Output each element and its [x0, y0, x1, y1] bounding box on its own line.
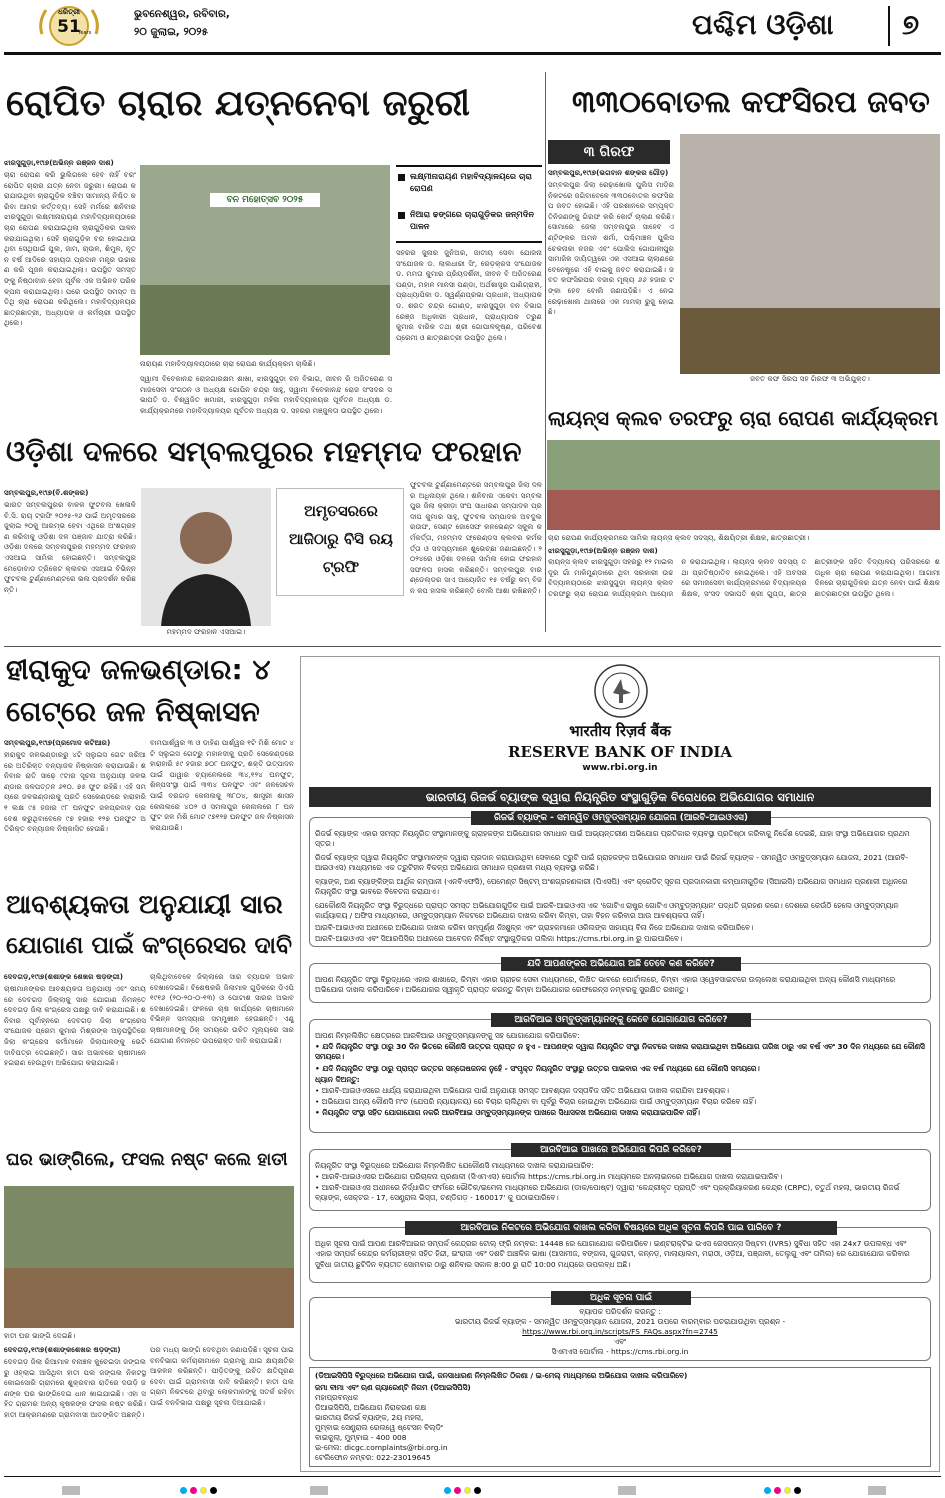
- rbi-section-2-title: ଯଦି ଆପଣଙ୍କର ଅଭିଯୋଗ ଅଛି ତେବେ କଣ କରିବେ?: [501, 957, 741, 971]
- rbi-section-6-item: ବ୍ୟାପକ ପରିଦର୍ଶନ କରନ୍ତୁ :: [579, 1307, 661, 1316]
- story2-headline: ୩୩୦ବୋତଲ କଫସିରପ ଜବତ: [572, 85, 930, 120]
- gray-block: [868, 1486, 886, 1495]
- rbi-faq-link[interactable]: https://www.rbi.org.in/scripts/FS_FAQs.aspx?fn=2745: [522, 1327, 718, 1336]
- rbi-email-link[interactable]: ଇ-ମେଲ: dicgc.complaints@rbi.org.in: [315, 1443, 448, 1452]
- story7-body-left: ଦେବଗଡ଼ ଜିଲା ରିଆମାଳ ବନାଞ୍ଚଳ କୁଚେଇଦା ଜଙ୍ଗଲରୁ ଓହ୍ଲାଇ ଆସିଥିବା ହାତୀ ପଲ ଜଙ୍ଗଲ ନିକଟସ୍ଥ କୋଇସୋରି ଗ୍ରାମରେ ଶୁକ୍ରବାର ରାତିରେ ଦଉଡ଼ି ଜଣଙ୍କ ଘର ଭାଙ୍ଗିଦେଇ ଧାନ ଖାଇଯାଇଛି। ଏହା ସହିତ ଗ୍ରାମର ଅନ୍ୟ କୃଷକଙ୍କ ଫସଲ ନଷ୍ଟ କରିଛି। ହାତୀ ଆକ୍ରମଣରେ ଗ୍ରାମବାସୀ ଆତଙ୍କିତ ଅଛନ୍ତି।: [4, 1357, 146, 1419]
- rbi-section-6-title: ଅଧିକ ସୂଚନା ପାଇଁ: [551, 1291, 691, 1305]
- rbi-section-1-title: ରିଜର୍ଭ ବ୍ୟାଙ୍କ - ସମନ୍ୱିତ ଓମ୍ବୁଡ୍ସମ୍ୟାନ ଯୋଜନା (ଆରବି-ଆଇଓଏସ): [471, 811, 771, 825]
- story1-caption: ନାରାୟଣ ମହାବିଦ୍ୟାଳୟଠାରେ ଚାରା ରୋପଣ କାର୍ଯ୍ୟକ୍ରମ ଚାଲିଛି।: [140, 359, 316, 368]
- cyan-dot-icon: [444, 1487, 451, 1494]
- rbi-section-5-item: ଅଧିକ ସୂଚନା ପାଇଁ ଆପଣ ଆରବିଆଇର ସମ୍ପର୍କ କେନ୍ଦ୍ରର ଟୋଲ୍ ଫ୍ରି ନମ୍ବର: 14448 ରେ ଯୋଗାଯୋଗ କରିପାରିବେ। ଇଣ୍ଟରାକ୍ଟିଭ ଭଏସ ରେସପନ୍ସ ସିଷ୍ଟମ (IVRS) ସୁବିଧା ସହିତ ଏହା 24x7 ଉପଲବ୍ଧ ଏବଂ ଏହାର ସମ୍ପର୍କ କେନ୍ଦ୍ର କର୍ମଚାରୀଙ୍କ ସହିତ ହିନ୍ଦୀ, ଇଂରାଜୀ ଏବଂ ଦଶଟି ଆଞ୍ଚଳିକ ଭାଷା (ଆସାମୀଜ, ବଙ୍ଗଳା, ଗୁଜରାଟୀ, କନ୍ନଡ଼, ମାଲାୟାଲମ, ମରାଠୀ, ଓଡ଼ିଆ, ପଞ୍ଜାବୀ, ତେଲୁଗୁ ଏବଂ ତାମିଲ) ରେ ଯୋଗାଯୋଗ କରିବାର ସୁବିଧା ଜାତୀୟ ଛୁଟିଦିନ ବ୍ୟତୀତ ସୋମବାର ଠାରୁ ଶନିବାର ସକାଳ 8:00 ରୁ ରାତି 10:00 ମଧ୍ୟରେ ଉପଲବ୍ଧ ଅଛି।: [315, 1239, 910, 1269]
- story6-headline-line-1: ଆବଶ୍ୟକତା ଅନୁଯାୟୀ ସାର: [6, 890, 283, 920]
- story7-dateline: ଦେବଗଡ଼,୧୯ା୭(ଶଶାଙ୍କଶେଖର ଷଡ଼ଙ୍ଗୀ): [4, 1345, 121, 1354]
- black-dot-icon: [474, 1487, 481, 1494]
- rbi-footer-line: ମୁମ୍ବାଇ ସେଣ୍ଟ୍ରାଲ ରେଲୱେ ଷ୍ଟେସନ ବିଲ୍ଡିଂ: [315, 1423, 443, 1432]
- badge-top-text: ଧରିତ୍ରୀ: [58, 8, 80, 16]
- bullet-icon: [398, 174, 405, 181]
- rbi-section-1-item: ଯେକୌଣସି ନିୟନ୍ତ୍ରିତ ସଂସ୍ଥା ବିରୁଦ୍ଧରେ ପ୍ରାପ୍ତ ସମସ୍ତ ଅଭିଯୋଗଗୁଡ଼ିକ ପାଇଁ ଆରବି-ଆଇଓଏସ ଏକ 'ଗୋଟିଏ ରାଷ୍ଟ୍ର ଗୋଟିଏ ଓମ୍ବୁଡ୍ସମ୍ୟାନ' ପଦ୍ଧତି ଗ୍ରହଣ କରେ। ଦେଶରେ କେଉଁଠି ହେଲେ ଓମ୍ବୁଡ୍ସମ୍ୟାନ କାର୍ଯ୍ୟାଳୟ / ଅଫିସ ମାଧ୍ୟମରେ, ଓମ୍ବୁଡ୍ସମ୍ୟାନ ନିକଟରେ ଅଭିଯୋଗ ଦାଖଲ କରିବା କିମ୍ବା, ତାହା ବିହନ କରିବାର ଆଉ ଆବଶ୍ୟକତା ନାହିଁ।: [315, 901, 899, 921]
- story2-photo: [680, 134, 940, 378]
- bottom-rule: [4, 1476, 941, 1477]
- pull-quote-box: [276, 488, 404, 596]
- story1-highlights-box: [396, 165, 542, 243]
- pull-quote: ଅମୃତସରରେ ଆଜିଠାରୁ ବିସି ରୟ ଟ୍ରଫି: [289, 502, 393, 576]
- anniversary-badge-icon: [34, 4, 104, 48]
- story5-body-right: ବାମପାର୍ଶ୍ୱର ୩ ଓ ଡାହିଣ ପାର୍ଶ୍ୱର ୧ଟି ମିଶି ମୋଟ ୪ଟି ସ୍ଲୁଇସ ଗେଟ୍‌ରୁ ମହାନଦୀକୁ ପ୍ରତି ସେକେଣ୍ଡରେ ହାରାହାରି ୫୯ ହଜାର ୭୦୮ ଘନଫୁଟ, ଶକ୍ତି ଉତ୍ପାଦନ ପାଇଁ ପାୱାର ଚ୍ୟାନେଲରେ ୩୪,୧୨୪ ଘନଫୁଟ, ଶିଳ୍ପସଂସ୍ଥା ପାଇଁ ୩୩୪ ଘନଫୁଟ ଏବଂ ଜଳସେଚନ ପାଇଁ ବରଗଡ଼ କେନାଲକୁ ୩୮୦୪, ଶାସ୍ତ୍ରୀ ଶାସନ କେନାଲରେ ୪୦୨ ଓ ସମଲପୁର କେନାଲରେ ୮ ଘନଫୁଟ ଜଳ ମିଶି ମୋଟ ୯୭୧୨୭ ଘନଫୁଟ ଜଳ ନିଷ୍କାସନ କରାଯାଉଛି।: [150, 738, 294, 832]
- banner-text: ବନ ମହୋତ୍ସବ ୨୦୨୫: [210, 193, 320, 207]
- story5-body-left: ହୀରାକୁଦ ଜଳଭଣ୍ଡାରରୁ ୪ଟି ସ୍ଲୁଇସ ଗେଟ ଜରିଆରେ ଅତିରିକ୍ତ ବନ୍ୟାଜଳ ନିଷ୍କାସନ କରାଯାଉଛି। ଶନିବାର ରାତି ସାଢ଼େ ୯ଟାର ସୂଚନା ଅନୁଯାୟୀ ଜଳଭଣ୍ଡାର ଜଳପତ୍ତନ ୬୧୦. ୭୫ ଫୁଟ ରହିଛି। ଏହି ସମୟରେ ଜଳଭଣ୍ଡାରକୁ ପ୍ରତି ସେକେଣ୍ଡରେ ହାରାହାରି ୧ ଲକ୍ଷ ୯୫ ହଜାର ୯୮ ଘନଫୁଟ ଜଳପ୍ରବାହ ପ୍ରବେଶ କରୁଥିବାବେଳେ ୯୭ ହଜାର ୧୨୭ ଘନଫୁଟ ଅତିରିକ୍ତ ବନ୍ୟାଜଳ ନିଷ୍କାସିତ ହେଉଛି।: [4, 750, 146, 834]
- story4-body-right: ଫୁଟବଲ ଟୁର୍ଣ୍ଣାମେଣ୍ଟରେ ସମ୍ବଲପୁର ଜିଲା ଦଳର ଅଧିନାୟକ ଥିଲେ। ଶନିବାର ଏକେବା ସମ୍ବଲପୁର ଜିଲା କ୍ରୀଡ଼ା ସଂଘ ସାଧାରଣ ସମ୍ପାଦକ ପ୍ରଦୀପ କୁମାର ସାହୁ, ଫୁଟବଲ ସମ୍ପାଦକ ଅବଦୁଲ ରଉଫ, ସେଣ୍ଟ ଜୋସେଫ କନଭେଣ୍ଟ ସ୍କୁଲ କର୍ମକର୍ତ୍ତା, ମହମ୍ମଦ ଫ୍ରେଣ୍ଡସ କ୍ଲବର କର୍ମକର୍ତ୍ତା ଓ ସଦସ୍ୟମାନେ ଶୁଭେଚ୍ଛା ଜଣାଇଛନ୍ତି। ୨୦୨୪ରେ ଓଡ଼ିଶା ଦଳରେ ସାମିଲ ହୋଇ ଫରହାନ ସଫଳତା ହାସଲ କରିଛନ୍ତି। ସମ୍ବଲପୁର ବାରଣ୍ଡେଲ୍ଡର ସାଏ ଆୟୋଜିତ ୧୫ ବର୍ଷରୁ କମ୍ ବିଜନ କପ ହାସଲ କରିଛନ୍ତି ବୋଲି ଆଶା ରଖିଛନ୍ତି।: [410, 480, 542, 595]
- rbi-footer-line: ମହାପ୍ରବନ୍ଧକ: [315, 1393, 359, 1402]
- cyan-dot-icon: [764, 1487, 771, 1494]
- yellow-dot-icon: [784, 1487, 791, 1494]
- story2-caption: ଜବତ କଫ ସିରପ ସହ ଗିରଫ ୩ ଅଭିଯୁକ୍ତ।: [680, 374, 940, 386]
- story4-body-left: ଭାରତ ସମ୍ବଲପୁରର ବାଳକ ଫୁଟବଲ ଖେଳାଳି ବି.ସି. ରାୟ ଟ୍ରଫି ୨୦୨୫-୨୬ ପାଇଁ ଅମୃତସରରେ ଜୁଲାଇ ୨୦କୁ ଆରମ୍ଭ ହେବା ଏଥିରେ ଅଂଶଗ୍ରହଣ କରିବାକୁ ଓଡ଼ିଶା ଦଳ ପଞ୍ଜାବ ଯାତ୍ରା କରିଛି। ଓଡ଼ିଶା ଦଳରେ ସମ୍ବଲପୁରର ମହମ୍ମଦ ଫରହାନ ଏସଆଇ ସାମିଲ ହୋଇଛନ୍ତି। ସମ୍ବଲପୁର ମେଡ଼ୋବାଡ ତ୍ରିକେଟ କ୍ଲବର ଏସଆଇ ବିଭିନ୍ନ ଫୁଟବଲ ଟୁର୍ଣ୍ଣାମେଣ୍ଟରେ ଭଲ ପ୍ରଦର୍ଶନ କରିଛନ୍ତି।: [4, 500, 136, 594]
- magenta-dot-icon: [190, 1487, 197, 1494]
- story2-body: ସମ୍ବଲପୁର ଜିଲା ରେଢ଼ାଖୋଲ ପୁଲିସ ମାଡ଼ିର ନିକଟରେ ଜଗିବାବେଳେ ୩୩୦ବୋତଲ କଫସିରପ ଜବତ ହୋଇଛି। ଏହି ପରଶାନରେ ସମ୍ପୃକ୍ତ ତିନିଜଣଙ୍କୁ ଗିରଫ କରି କୋର୍ଟ ଚାଲାଣ କରିଛି। ସୋମାରେ ଜେଲା ସମ୍ବଲପୁର ସାହେବ ଏଣ୍ଟିଙ୍କର ଅମନ ଶର୍ମା, ପଶ୍ଚିମାଞ୍ଚଳ ପୁଲିସ ଚେକନାକା ନଜର ଏବଂ ପୋଲିସ ଗୋପାଳୀପୁର ସାମାଜିକ ଦାୟିତ୍ୱରେ ଏକ ଏସଆଇ ଚାଲାଣରେ ବେନେଷ୍ଟ୍ରେ ଏହି ବାଇକୁ ଜବତ କରାଯାଇଛି। ଜବତ କଫସିରପର ବଜାର ମୂଲ୍ୟ ୬୬ ହଜାର ଟଙ୍କା ହେବ ବୋଲି ଜଣାପଡ଼ିଛି। ଏ ନେଇ ରେଢ଼ାଖୋଲ ଥାନାରେ ଏକ ମାମଲା ରୁଜୁ ହୋଇଛି।: [548, 180, 674, 317]
- story1-body-left: ଚାରା ରୋପଣ କରି ଭୁଲିଗଲେ ହେବ ନାହିଁ ବରଂ ରୋପିତ ଚାରାର ଯତ୍ନ ନେବା ଜରୁରୀ। ରୋପଣ କରାଯାଉଥିବା ଚାରାଗୁଡ଼ିକ ବଞ୍ଚିବା ସାମାନ୍ୟ ନିଶ୍ଚିତ କରିବା ଆମର କର୍ତ୍ତବ୍ୟ। ସେହି ମର୍ମରେ ଶନିବାର ଝାରସୁଗୁଡ଼ା ଲକ୍ଷ୍ମୀନାରାୟଣ ମହାବିଦ୍ୟାଳୟଠାରେ ଚାରା ରୋପଣ କରାଯାଇଥିଲା ଚାରାଗୁଡ଼ିକର ପାଳନ କରାଯାଇଥିଲା। ସେହି ଚାରାଗୁଡ଼ିକ ବର ହୋଇଥାଉଥିବା ସେଥିପାଇଁ ପୁଲ, ଜାମ, ଚାଉଳ, ଶିମୁଳ, ନୂତନ ବର୍ଷ ଆଦିରେ ସହାୟତା ପ୍ରଦାନ ମନ୍ତ୍ର ଉଚ୍ଚାରଣ କରି ପୂଜନ କରାଯାଇଥିଲା। ଉପସ୍ଥିତ ସମସ୍ତଙ୍କୁ ନିଷ୍ଠାବାନ ହେବା ପୂର୍ବକ ଏକ ଅଭିନବ ପରିକଳ୍ପନା କରାଯାଇଥିଲା। ପରେ ଉପସ୍ଥିତ ସମସ୍ତ ଅତିଥି ଚାରା ରୋପଣ କରିଥିଲେ। ମହାବିଦ୍ୟାଳୟର ଛାତ୍ରଛାତ୍ରୀ, ଅଧ୍ୟାପକ ଓ କର୍ମଚାରୀ ଉପସ୍ଥିତ ଥିଲେ।: [4, 170, 136, 328]
- story4-dateline: ସମ୍ବଲପୁର,୧୯ା୭(ବି.ଶଙ୍କର): [4, 488, 89, 497]
- section-title: ପଶ୍ଚିମ ଓଡ଼ିଶା: [692, 8, 834, 41]
- story6-body-left: ଚାଷୀମାନଙ୍କର ଆବଶ୍ୟକତା ଅନୁଯାୟୀ ଏବଂ ସମୟରେ ଦେବଗଡ଼ ଜିଲ୍ଲାକୁ ସାର ଯୋଗାଣ ନିମନ୍ତେ ଦେବଗଡ଼ ଜିଲା କଂଗ୍ରେସ ପକ୍ଷରୁ ଦାବି କରାଯାଇଛି। ଶନିବାର ପୂର୍ବାହ୍ନରେ ଦେବଗଡ଼ ଜିଲା କଂଗ୍ରେସ ସଂଯୋଜକ ପ୍ରେମ କୁମାର ମିଶ୍ରଙ୍କ ଅନୁପସ୍ଥିତିରେ ଜିଲା କଂଗ୍ରେସ କର୍ମୀମାନେ ଜିଲାପାଳଙ୍କୁ ଭେଟି ଦାବିପତ୍ର ଦେଇଛନ୍ତି। ସାର ଅଭାବରେ ଚାଷୀମାନେ ହଇରାଣ ହେଉଥିବା ଅଭିଯୋଗ କରାଯାଇଛି।: [4, 984, 146, 1068]
- rbi-footer-line: ଡିଆଇସିପିସି, ଅଭିଯୋଗ ନିରାକରଣ କକ୍ଷ: [315, 1403, 427, 1412]
- story1-photo: [140, 165, 390, 355]
- story4-caption: ମହମ୍ମଦ ଫରହାନ ଏସଆଇ।: [166, 627, 246, 636]
- rbi-section-4-item: • ଆରବି-ଆଇଓଏସ ଅଧୀନରେ ନିର୍ଦ୍ଧାରିତ ଫର୍ମରେ ଭୌତିକ/ଇମେଲ ମାଧ୍ୟମରେ ଅଭିଯୋଗ (ଡାକ/ପୋଷ୍ଟ) ଦ୍ୱାରା 'କେନ୍ଦ୍ରୀକୃତ ପ୍ରାପ୍ତି ଏବଂ ପ୍ରକ୍ରିୟାକରଣ କେନ୍ଦ୍ର (CRPC), ଚତୁର୍ଥ ମହଲା, ଭାରତୀୟ ରିଜର୍ଭ ବ୍ୟାଙ୍କ, ସେକ୍ଟର - 17, ସେଣ୍ଟ୍ରାଲ ଭିସ୍ତା, ଚଣ୍ଡିଗଡ଼ - 160017' କୁ ପଠାଇପାରିବେ।: [315, 1183, 900, 1203]
- story5-headline-line-1: ହୀରାକୁଦ ଜଳଭଣ୍ଡାର: ୪: [6, 653, 271, 686]
- yellow-dot-icon: [200, 1487, 207, 1494]
- rbi-footer-line: ଜମା ବୀମା ଏବଂ ଋଣ ଗ୍ୟାରେଣ୍ଟି ନିଗମ (ଡିଆଇସିପିସି): [315, 1383, 471, 1392]
- story1-body-right: ସହରର ଜୁନାର ଜୁନିଅର, ଜାତୀୟ ସେବା ଯୋଜନା ସଂଯୋଜକ ଡ. ଲାଲଧାରୀ ସିଂ, ରେଡ଼କ୍ରସ ସଂଯୋଜକ ଡ. ମମତା କୁମାର ପ୍ରିୟଦର୍ଶିନୀ, ଜୀବନ ବି ଅଜିତରେଣ ପଣ୍ଡା, ମହାନ ମାନସୀ ପଣ୍ଡା, ଅର୍ଥଶାସ୍ତ୍ର ପାଣିଗ୍ରାହୀ, ପ୍ରାଧ୍ୟାପିକା ଡ. ସ୍ୱର୍ଣ୍ଣପ୍ରଭା ପ୍ରଧାନ, ଅଧ୍ୟାପକ ଡ. ଶରତ ଚନ୍ଦ୍ର ଗୋଣ୍ଡ, ଝାରସୁଗୁଡ଼ା ବନ ବିଭାଗ ରେଞ୍ଜ ଅଧିକାରୀ ପ୍ରଧାନ, ପ୍ରାଧ୍ୟାପକ ତରୁଣ କୁମାର ବାରିକ ତଥା ଶ୍ରୀ ଗୋପାଳକୃଷ୍ଣ, ପରିବେଶପ୍ରେମୀ ଓ ଛାତ୍ରଛାତ୍ରୀ ଉପସ୍ଥିତ ଥିଲେ।: [396, 248, 542, 342]
- rbi-section-6-item: ଏବଂ: [613, 1337, 627, 1346]
- badge-years: 51: [57, 17, 81, 37]
- rbi-section-3-item: • ଅଭିଯୋଗ ଅନ୍ୟ କୌଣସି ମଂଚ (ଯେପରି ନ୍ୟାୟାଳୟ) ରେ ବିଚାର ଚାଲିଥିବା ବା ପୂର୍ବରୁ ବିଚାର ହୋଇଥିବା ଅଭିଯୋଗ ପାଇଁ ଓମ୍ବୁଡ୍ସମ୍ୟାନ ବିଚାର କରିବେ ନାହିଁ।: [315, 1097, 757, 1106]
- place-date-line-1: ଭୁବନେଶ୍ୱର, ରବିବାର,: [134, 8, 230, 20]
- rbi-name-english: RESERVE BANK OF INDIA: [507, 743, 732, 761]
- horizontal-rule: [4, 646, 941, 647]
- rbi-footer-line: ବାଇକୁଲା, ମୁମ୍ବାଇ - 400 008: [315, 1433, 407, 1442]
- rbi-section-3-item: • ଯଦି ନିୟନ୍ତ୍ରିତ ସଂସ୍ଥା ଠାରୁ 30 ଦିନ ଭିତରେ କୌଣସି ଉତ୍ତର ପ୍ରାପ୍ତ ନ ହୁଏ - ଆପଣଙ୍କ ଦ୍ୱାରା ନିୟନ୍ତ୍ରିତ ସଂସ୍ଥା ନିକଟରେ ଦାଖଲ କରାଯାଇଥିବା ଅଭିଯୋଗ ତାରିଖ ଠାରୁ ଏକ ବର୍ଷ ଏବଂ 30 ଦିନ ମଧ୍ୟରେ ଯେ କୌଣସି ସମୟରେ।: [315, 1042, 925, 1062]
- badge-years-label: Years: [78, 30, 92, 36]
- story3-photo: [547, 440, 940, 530]
- magenta-dot-icon: [454, 1487, 461, 1494]
- gray-block: [310, 1486, 328, 1495]
- rbi-section-1-item: ଆରବି-ଆଇଓଏସ ଅଧୀନରେ ଅଭିଯୋଗ ଦାଖଲ କରିବା ସମ୍ପୂର୍ଣ୍ଣ ନିଃଶୁଳ୍କ ଏବଂ ଗ୍ରାହକମାନେ ଓକିଲଙ୍କ ସାହାଯ୍ୟ ବିନା ନିଜେ ଅଭିଯୋଗ ଦାଖଲ କରିପାରିବେ।: [315, 923, 754, 932]
- rbi-cms-link[interactable]: ସିଏମଏସ ପୋର୍ଟାଲ - https://cms.rbi.org.in: [551, 1347, 689, 1356]
- story1-dateline: ଝାରସୁଗୁଡ଼ା,୧୯ା୭(ଅଭିନ୍ନ ରଞ୍ଜନ ଦାଶ): [4, 158, 114, 167]
- story6-body-right: ଚାଲିଥିବାବେଳେ ଜିଲ୍ଲାରେ ସାର ବ୍ୟାପକ ଅଭାବ ଦେଖାଦେଇଛି। ବିଶେଷକରି ଜିଲାମାଳ ଗୁଡ଼ିକରେ ଡିଏପି ୧୯୧୬ (୨୦-୨୦-୦-୧୩) ଓ ପୋଟାଶ ସାରର ଅଭାବ ଦେଖାଦେଇଛି। ଫଳରେ ଚାଷ କାର୍ଯ୍ୟରେ ଚାଷୀମାନେ ବିଭିନ୍ନ ସମସ୍ୟାର ସମ୍ମୁଖୀନ ହେଉଛନ୍ତି। ଏଣୁ ଚାଷୀମାନଙ୍କୁ ଠିକ୍ ସମୟରେ ଉଚିତ ମୂଲ୍ୟରେ ସାର ଯୋଗାଣ ନିମନ୍ତେ ଉପରୋକ୍ତ ଦାବି କରାଯାଇଛି।: [150, 972, 294, 1045]
- rbi-section-4-item: • ଆରବି-ଆଇଓଏସର ଅଭିଯୋଗ ପରିଚାଳନା ପ୍ରଣାଳୀ (ସିଏମଏସ) ପୋର୍ଟାଲ https://cms.rbi.org.in ମାଧ୍ୟମରେ ଅନଲାଇନରେ ଅଭିଯୋଗ ଦାଖଲ କରାଯାଇପାରିବ।: [315, 1172, 783, 1181]
- rbi-section-1-item: ଆରବି-ଆଇଓଏସ ଏବଂ ସିଆରପିସିର ଅଧୀନରେ ଆବେଦନ ନିର୍ଦ୍ଦିଷ୍ଟ ସଂସ୍ଥାଗୁଡ଼ିକର ତାଲିକା https://cms.rbi.org.in ରୁ ପାଇପାରିବେ।: [315, 934, 683, 943]
- gray-block: [618, 1486, 636, 1495]
- rbi-section-3-item: • ଆରବି-ଆଇଓଏସରେ ଧାର୍ଯ୍ୟ କରାଯାଇଥିବା ଅଭିଯୋଗ ପାଇଁ ଅନୁଯାୟୀ ସମସ୍ତ ଆବଶ୍ୟକ ଦସ୍ତାବିଜ ସହିତ ଅଭିଯୋଗ ଦାଖଲ କରାଯିବା ଆବଶ୍ୟକ।: [315, 1086, 729, 1095]
- highlight-2: ନିଆରା ଢଙ୍ଗରେ ଚାରାଗୁଡ଼ିକର ଜନ୍ମଦିନ ପାଳନ: [410, 209, 535, 231]
- story4-body-right-2: [276, 600, 406, 642]
- story3-dateline: ଝାରସୁଗୁଡ଼ା,୧୯ା୭(ଅଭିନ୍ନ ରଞ୍ଜନ ଦାଶ): [548, 546, 658, 555]
- magenta-dot-icon: [774, 1487, 781, 1494]
- rbi-footer-line: ଟେଲିଫୋନ ନମ୍ବର: 022-23019645: [315, 1453, 431, 1462]
- story3-headline: ଲାୟନ୍ସ କ୍ଲବ ତରଫରୁ ଚାରା ରୋପଣ କାର୍ଯ୍ୟକ୍ରମ: [548, 406, 939, 430]
- rbi-section-1-item: ବ୍ୟାଙ୍କ, ଅଣ ବ୍ୟାଙ୍କିଙ୍ଗ ଆର୍ଥିକ କମ୍ପାନୀ (ଏନବିଏଫସି), ପେମେଣ୍ଟ ସିଷ୍ଟମ୍ ଅଂଶଗ୍ରହଣକାରୀ (ପିଏସପି) ଏବଂ କ୍ରେଡିଟ୍ ସୂଚନା ପ୍ରଦାନକାରୀ କମ୍ପାନୀଗୁଡ଼ିକ (ସିଆଇସି) ଅଭିଯୋଗ ସମାଧାନ ପ୍ରଣାଳୀ ଅଧିନରେ ନିୟନ୍ତ୍ରିତ ସଂସ୍ଥା ଭାବରେ ବିବେଚନା କରାଯାଏ।: [315, 877, 908, 897]
- story7-headline: ଘର ଭାଙ୍ଗିଲେ, ଫସଲ ନଷ୍ଟ କଲେ ହାତୀ: [6, 1150, 288, 1170]
- story5-dateline: ସମ୍ବଲପୁର,୧୯ା୭(ପ୍ରମୋଦ କଟିଆର): [4, 738, 111, 747]
- bullet-icon: [398, 212, 405, 219]
- rbi-section-3-item: • ଯଦି ନିୟନ୍ତ୍ରିତ ସଂସ୍ଥା ଠାରୁ ପ୍ରାପ୍ତ ଉତ୍ତର ସନ୍ତୋଷଜନକ ନୁହେଁ - ସଂପୃକ୍ତ ନିୟନ୍ତ୍ରିତ ସଂସ୍ଥାରୁ ଉତ୍ତର ପାଇବାର ଏକ ବର୍ଷ ମଧ୍ୟରେ ଯେ କୌଣସି ସମୟରେ।: [315, 1064, 760, 1073]
- gray-block: [62, 1486, 80, 1495]
- rbi-website: www.rbi.org.in: [582, 763, 658, 773]
- black-dot-icon: [794, 1487, 801, 1494]
- rbi-footer-line: ଭାରତୀୟ ରିଜର୍ଭ ବ୍ୟାଙ୍କ, 2ୟ ମହଲା,: [315, 1413, 424, 1422]
- story1-body-bottom: ସ୍ୱାମୀ ବିବେକାନନ୍ଦ ରୋଜଗାରକ୍ଷମ ଶାଖା, ଝାରସୁଗୁଡ଼ା ବନ ବିଭାଗ, ଜୀବନ ରି ଅଜିତରେଣ ସମାଜସେବୀ ସଂଗଠନ ଓ ଅଧ୍ୟକ୍ଷ ଗୋପିନ ଚନ୍ଦ୍ର ସାହୁ, ସ୍ୱାମୀ ବିବେକାନନ୍ଦ ରୋଜ ସଂସଦର ସଭାପତି ଡ. ବିଶ୍ୱଜିତ ଖମାରୀ, ଝାରସୁଗୁଡ଼ା ମହିଳା ମହାବିଦ୍ୟାଳୟର ପୂର୍ବତନ ଅଧ୍ୟକ୍ଷ ଡ. କାର୍ଯ୍ୟକ୍ରମରେ ମହାବିଦ୍ୟାଳୟର ପୂର୍ବତନ ଅଧ୍ୟକ୍ଷ ଡ. ସହରର ମଞ୍ଜୁଳତା ଉପସ୍ଥିତ ଥିଲେ।: [140, 374, 392, 415]
- yellow-dot-icon: [464, 1487, 471, 1494]
- rbi-section-6-item: ଭାରତୀୟ ରିଜର୍ଭ ବ୍ୟାଙ୍କ - ସମନ୍ୱିତ ଓମ୍ବୁଡ୍ସମ୍ୟାନ ଯୋଜନା, 2021 ଉପରେ ବାରମ୍ବାର ପଚରାଯାଉଥିବା ପ୍ରଶ୍ନ -: [454, 1317, 786, 1326]
- story7-body-right: ପର ମଧ୍ୟ ଭାଙ୍ଗି ଦେବଥିବା ଜଣାପଡ଼ିଛି। ସୂଚନା ପାଇ ବନବିଭାଗ କର୍ମଚାରୀମାନେ ଗ୍ରାମକୁ ଯାଇ କ୍ଷୟକ୍ଷତିର ଆକଳନ କରିଛନ୍ତି। ପୀଡ଼ିତଙ୍କୁ ଉଚିତ କ୍ଷତିପୂରଣ ଦେବା ପାଇଁ ଗ୍ରାମବାସୀ ଦାବି କରିଛନ୍ତି। ହାତୀ ପଲ ଗ୍ରାମ ନିକଟରେ ଥିବାରୁ ଲୋକମାନଙ୍କୁ ସତର୍କ ରହିବା ପାଇଁ ବନବିଭାଗ ପକ୍ଷରୁ ସୂଚନା ଦିଆଯାଇଛି।: [150, 1345, 294, 1407]
- rbi-section-2-item: ଆପଣ ନିୟନ୍ତ୍ରିତ ସଂସ୍ଥା ବିରୁଦ୍ଧରେ ଏହାର ଶାଖାରେ, କିମ୍ବା ଏହାର ଗ୍ରାହକ ସେବା ମାଧ୍ୟମରେ, ଲିଖିତ ଭାବରେ ପୋର୍ଟାଲରେ, କିମ୍ବା ଏହାର ଓ୍ୱେବସାଇଟରେ ଉଲ୍ଲେଖ କରାଯାଇଥିବା ଅନ୍ୟ କୌଣସି ମାଧ୍ୟମରେ ଅଭିଯୋଗ ଦାଖଲ କରିପାରିବେ। ଅଭିଯୋଗର ସ୍ୱୀକୃତି ପ୍ରାପ୍ତ କରନ୍ତୁ କିମ୍ବା ଅଭିଯୋଗର ରେଫରେନ୍ସ ନମ୍ବରକୁ ସୁରକ୍ଷିତ ରଖନ୍ତୁ।: [315, 975, 896, 995]
- rbi-section-5-title: ଆରବିଆଇ ନିକଟରେ ଅଭିଯୋଗ ଦାଖଲ କରିବା ବିଷୟରେ ଅଧିକ ସୂଚନା କିପରି ପାଇ ପାରିବେ ?: [405, 1221, 837, 1235]
- rbi-seal-icon: [593, 663, 649, 719]
- highlight-1: ଲକ୍ଷ୍ମୀନାରାୟଣ ମହାବିଦ୍ୟାଳୟରେ ଚାରା ରୋପଣ: [410, 171, 532, 193]
- portrait-icon: [141, 488, 271, 626]
- rbi-section-3-item: ଧ୍ୟାନ ଦିଅନ୍ତୁ:: [315, 1075, 360, 1084]
- story4-photo: [141, 488, 271, 626]
- story6-dateline: ଦେବଗଡ଼,୧୯ା୭(ଶଶାଙ୍କ ଶେଖର ଷଡ଼ଙ୍ଗୀ): [4, 972, 123, 981]
- page-number: ୭: [902, 8, 920, 41]
- rbi-section-1-item: ରିଜର୍ଭ ବ୍ୟାଙ୍କ ଦ୍ୱାରା ନିୟନ୍ତ୍ରିତ ସଂସ୍ଥାମାନଙ୍କ ଦ୍ୱାରା ପ୍ରଦାନ କରାଯାଉଥିବା ସେବାରେ ତ୍ରୁଟି ପାଇଁ ଗ୍ରାହକଙ୍କ ଅଭିଯୋଗର ସମାଧାନ ପାଇଁ ରିଜର୍ଭ ବ୍ୟାଙ୍କ - ସମନ୍ୱିତ ଓମ୍ବୁଡ୍ସମ୍ୟାନ ଯୋଜନା, 2021 (ଆରବି-ଆଇଓଏସ) ମାଧ୍ୟମରେ ଏକ ତ୍ରୁଟିହୀନ ବିକଳ୍ପ ଅଭିଯୋଗ ସମାଧାନ ପ୍ରଣାଳୀ ମଧ୍ୟ ବ୍ୟବସ୍ଥା କରିଛି।: [315, 853, 909, 873]
- masthead-rule: [4, 52, 941, 55]
- story4-headline: ଓଡ଼ିଶା ଦଳରେ ସମ୍ବଲପୁରର ମହମ୍ମଦ ଫରହାନ: [6, 435, 522, 468]
- rbi-advertisement: [300, 656, 940, 1472]
- rbi-section-4-title: ଆରବିଆଇ ପାଖରେ ଅଭିଯୋଗ କିପରି କରିବେ?: [511, 1143, 731, 1157]
- place-date-line-2: ୨୦ ଜୁଲାଇ, ୨୦୨୫: [134, 26, 209, 38]
- rbi-section-3-title: ଆରବିଆଇ ଓମ୍ବୁଡ୍ସମ୍ୟାନଙ୍କୁ କେବେ ଯୋଗାଯୋଗ କରିବେ?: [491, 1013, 751, 1027]
- rbi-section-3-item: ଆପଣ ନିମ୍ନଲିଖିତ କ୍ଷେତ୍ରରେ ଆରବିଆଇ ଓମ୍ବୁଡ୍ସମ୍ୟାନଙ୍କୁ ସହ ଯୋଗାଯୋଗ କରିପାରିବେ:: [315, 1031, 580, 1040]
- rbi-main-title: ଭାରତୀୟ ରିଜର୍ଭ ବ୍ୟାଙ୍କ ଦ୍ୱାରା ନିୟନ୍ତ୍ରିତ ସଂସ୍ଥାଗୁଡ଼ିକ ବିରୋଧରେ ଅଭିଯୋଗର ସମାଧାନ: [309, 787, 931, 807]
- rbi-section-3-item: • ନିୟନ୍ତ୍ରିତ ସଂସ୍ଥା ସହିତ ଯୋଗାଯୋଗ ନକରି ଆରବିଆଇ ଓମ୍ବୁଡ୍ସମ୍ୟାନଙ୍କ ପାଖରେ ସିଧାସଳଖ ଅଭିଯୋଗ ଦାଖଲ କରାଯାଇପାରିବ ନାହିଁ।: [315, 1108, 701, 1117]
- story3-caption: ଚାରା ରୋପଣ କାର୍ଯ୍ୟକ୍ରମରେ ସାମିଲ ଲାୟନ୍ସ କ୍ଲବ ସଦସ୍ୟ, ଶିକ୍ଷୟିତ୍ରୀ ଶିକ୍ଷକ, ଛାତ୍ରଛାତ୍ରୀ।: [548, 533, 810, 542]
- rbi-footer-title: (ଡିଆଇସିପିସି ବିରୁଦ୍ଧରେ ଅଭିଯୋଗ ପାଇଁ, ଜନସାଧାରଣ ନିମ୍ନଲିଖିତ ଠିକଣା / ଇ-ମେଲ୍ ମାଧ୍ୟମରେ ଅଭିଯୋଗ ଦାଖଲ କରିପାରିବେ): [315, 1371, 688, 1380]
- story1-headline: ରୋପିତ ଚାରାର ଯତ୍ନନେବା ଜରୁରୀ: [6, 83, 470, 124]
- cyan-dot-icon: [180, 1487, 187, 1494]
- story2-dateline: ସମ୍ବଲପୁର,୧୯ା୭(ଭଗବାନ ଶଙ୍କର ଗୌଡ଼): [548, 168, 669, 177]
- rbi-section-1-item: ରିଜର୍ଭ ବ୍ୟାଙ୍କ ଏହାର ସମସ୍ତ ନିୟନ୍ତ୍ରିତ ସଂସ୍ଥାମାନଙ୍କୁ ଗ୍ରାହକଙ୍କ ଅଭିଯୋଗର ସମାଧାନ ପାଇଁ ଆଭ୍ୟନ୍ତରୀଣ ଅଭିଯୋଗ ପ୍ରତିକାର ବ୍ୟବସ୍ଥା ପ୍ରତିଷ୍ଠା କରିବାକୁ ନିର୍ଦ୍ଦେଶ ଦେଇଛି, ଯାହା ସଂସ୍ଥା ଅଭିଯୋଗର ପ୍ରଥମ ସ୍ତର।: [315, 829, 910, 849]
- story7-photo: [4, 1186, 294, 1328]
- black-dot-icon: [210, 1487, 217, 1494]
- story7-caption: ହାତୀ ଘର ଭାଙ୍ଗି ଦେଇଛି।: [4, 1331, 76, 1340]
- story5-headline-line-2: ଗେଟ୍‌ରେ ଜଳ ନିଷ୍କାସନ: [6, 695, 260, 728]
- story2-tag: ୩ ଗିରଫ: [548, 140, 670, 164]
- masthead-divider: [888, 6, 890, 46]
- rbi-name-hindi: भारतीय रिज़र्व बैंक: [569, 722, 671, 740]
- column-rule: [545, 72, 546, 632]
- rbi-section-4-item: ନିୟନ୍ତ୍ରିତ ସଂସ୍ଥା ବିରୁଦ୍ଧରେ ଅଭିଯୋଗ ନିମ୍ନଲିଖିତ ଯେକୌଣସି ମାଧ୍ୟମରେ ଦାଖଲ କରାଯାଇପାରିବ:: [315, 1161, 594, 1170]
- story6-headline-line-2: ଯୋଗାଣ ପାଇଁ କଂଗ୍ରେସର ଦାବି: [6, 931, 293, 959]
- story3-body: ଲାୟନ୍ସ କ୍ଲବ ଝାରସୁଗୁଡ଼ା ସହରରୁ ୧୨ ମାଇଲ ଦୂର ଗାଁ ମାକିମୁଣ୍ଡାରେ ଥିବା ସରକାରୀ ଉଚ୍ଚ ବିଦ୍ୟାଳୟଠାରେ ଝାରସୁଗୁଡ଼ା ଲାୟନ୍ସ କ୍ଲବ ତରଫରୁ ଚାରା ରୋପଣ କାର୍ଯ୍ୟକ୍ରମ ଆୟୋଜନ କରାଯାଇଥିଲା। ଲାୟନ୍ସ କ୍ଲବ ସଦସ୍ୟ ତଥା ପ୍ରତିଷ୍ଠାତିବ ହୋଇଥିଲେ। ଏହି ଅବସରରେ ସମାଜସେବୀ କାର୍ଯ୍ୟକ୍ରମରେ ବିଦ୍ୟାଳୟର ଶିକ୍ଷକ, ସଂସଦ ସଭାପତି ଶ୍ରୀ ଗୁପ୍ତା, ଛାତ୍ରଛାତ୍ରୀଙ୍କ ସହିତ ବିଦ୍ୟାଳୟ ପରିସରରେ ଶତାଧିକ ଚାରା ରୋପଣ କରାଯାଇଥିଲା। ଆଗାମୀ ଦିନରେ ଚାରାଗୁଡ଼ିକର ଯତ୍ନ ନେବା ପାଇଁ ଶିକ୍ଷକ ଛାତ୍ରଛାତ୍ରୀ ଉପସ୍ଥିତ ଥିଲେ।: [548, 557, 940, 598]
